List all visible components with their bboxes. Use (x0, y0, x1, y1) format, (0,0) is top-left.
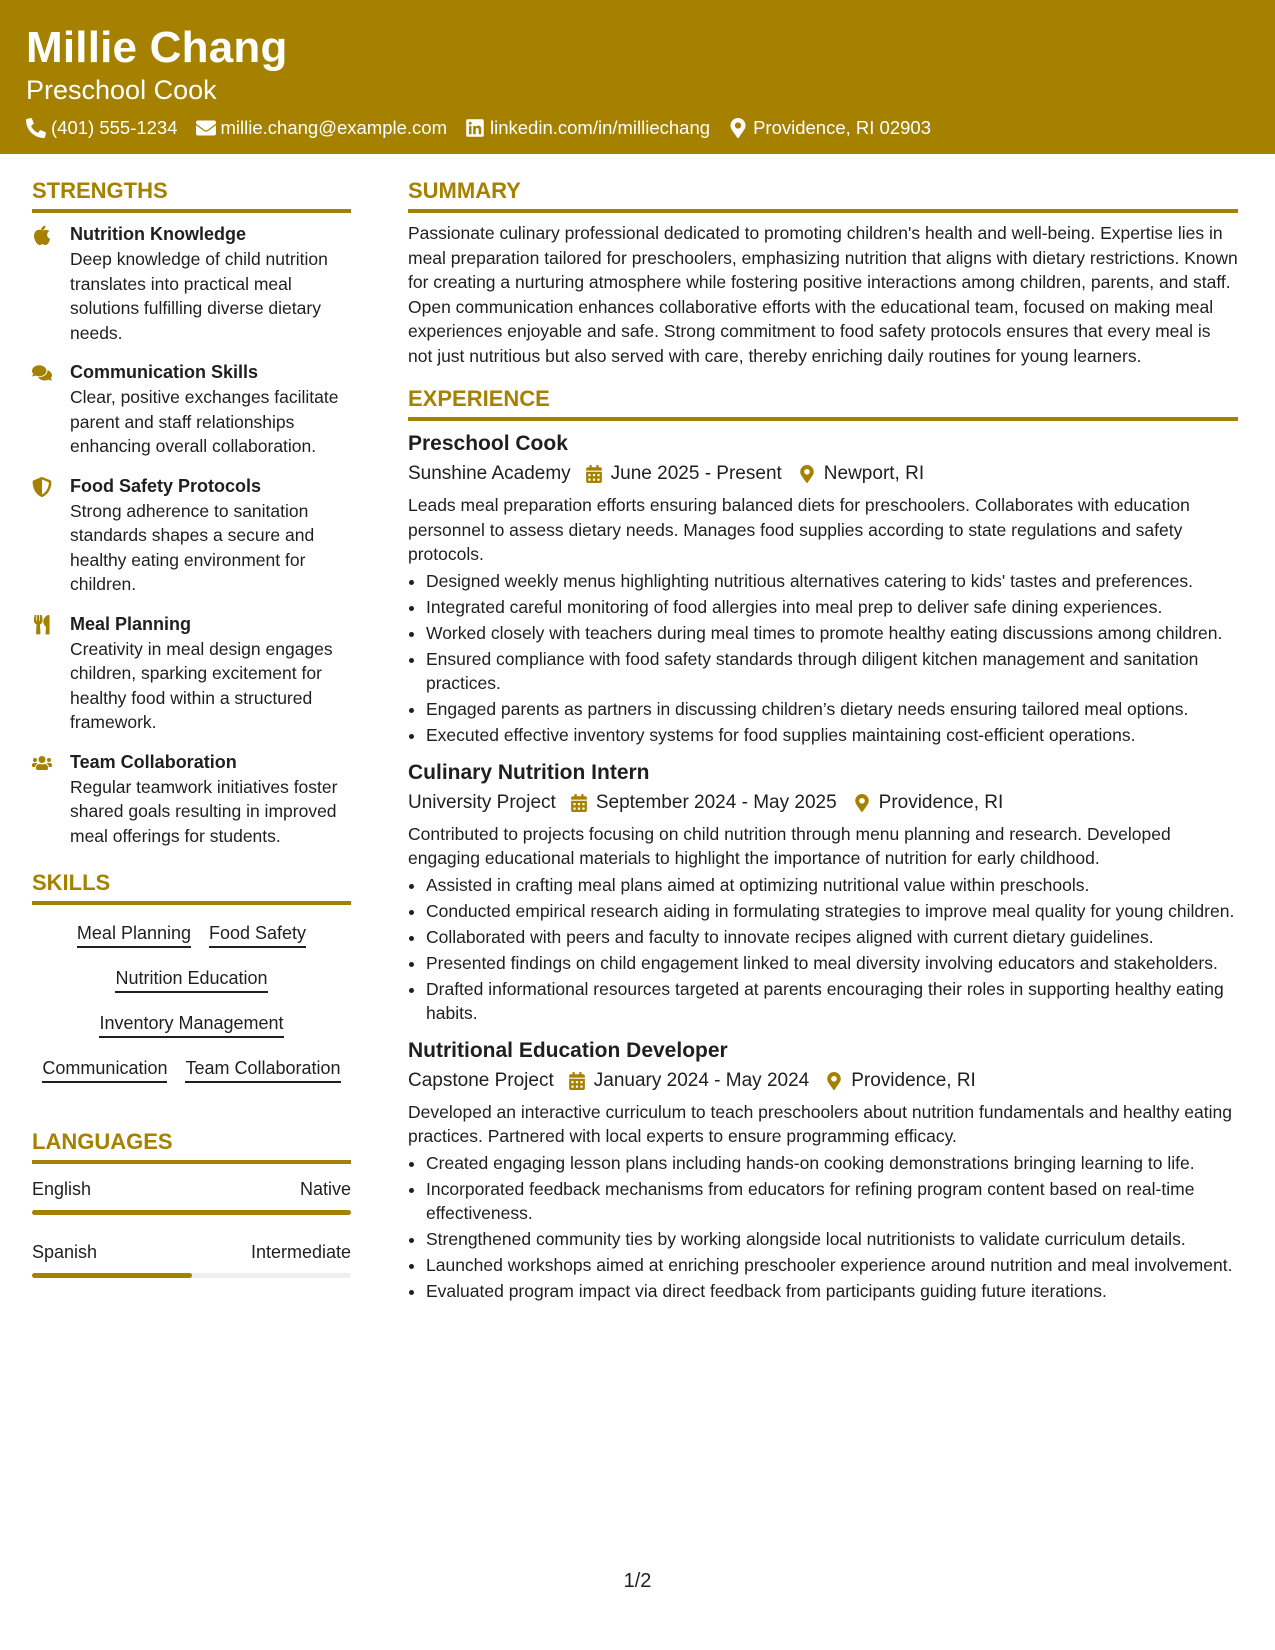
summary-text: Passionate culinary professional dedicated to promoting children's health and well-being. Expertise lies in meal preparation tailored for preschoolers, emphasizing nutrition that aligns with dietary restrictions. Known for creating a nurturing atmosphere while fostering positive interactions among children, parents, and staff. Open communication enhances collaborative efforts with the educational team, focused on making meal experiences enjoyable and safe. Strong commitment to food safety protocols ensures that every meal is not just nutritious but also served with care, thereby enriching daily routines for young learners. (408, 223, 1238, 366)
achievement-bullet: • Ensured compliance with food safety standards through diligent kitchen management and sanitation practices. (426, 647, 1238, 696)
linkedin-text: linkedin.com/in/milliechang (490, 117, 711, 138)
job-meta (408, 1066, 1238, 1096)
map-pin-icon (798, 465, 816, 483)
page-number: 1/2 (623, 1570, 652, 1592)
strength-desc: Clear, positive exchanges facilitate parent and staff relationships enhancing overall collaboration. (70, 387, 339, 456)
job-meta (408, 788, 1238, 818)
language-name: English (32, 1179, 92, 1199)
achievement-bullet: • Launched workshops aimed at enriching preschooler experience around nutrition and meal involvement. (426, 1253, 1238, 1278)
strength-item (32, 359, 351, 459)
achievement-bullet: • Integrated careful monitoring of food allergies into meal prep to deliver safe dining experiences. (426, 595, 1238, 620)
experience-entry (408, 429, 1238, 748)
job-description: Leads meal preparation efforts ensuring balanced diets for preschoolers. Collaborates with education personnel to assess dietary needs. Manages food supplies according to state regulations and safety protocols. (408, 495, 1190, 564)
job-dates: January 2024 - May 2024 (593, 1069, 810, 1091)
achievement-bullet: • Evaluated program impact via direct feedback from participants guiding future iterations. (426, 1279, 1238, 1304)
job-description: Developed an interactive curriculum to teach preschoolers about nutrition fundamentals and healthy eating practices. Partnered with local experts to ensure programming efficacy. (408, 1101, 1232, 1146)
job-location: Providence, RI (878, 791, 1004, 813)
strength-desc: Regular teamwork initiatives foster shared goals resulting in improved meal offerings for students. (70, 776, 338, 846)
strength-title: Food Safety Protocols (70, 475, 262, 496)
candidate-name: Millie Chang (26, 23, 288, 72)
strength-item (32, 473, 351, 597)
achievement-bullet: • Created engaging lesson plans including hands-on cooking demonstrations bringing learning to life. (426, 1151, 1238, 1176)
left-column (32, 176, 351, 1302)
job-description: Contributed to projects focusing on child nutrition through menu planning and research. Developed engaging educational materials to highlight the importance of nutrition for early childhood. (408, 823, 1171, 868)
strength-desc: Deep knowledge of child nutrition translates into practical meal solutions fulfilling diverse dietary needs. (70, 249, 328, 343)
achievement-bullet: • Assisted in crafting meal plans aimed at optimizing nutritional value within preschools. (426, 873, 1238, 898)
language-level: Native (299, 1179, 351, 1199)
achievement-list (408, 569, 1238, 748)
contact-email[interactable] (196, 115, 447, 141)
job-organization: University Project (408, 791, 556, 813)
contact-phone[interactable] (26, 115, 178, 141)
map-pin-icon (853, 794, 871, 812)
candidate-title: Preschool Cook (26, 75, 217, 105)
resume-header (0, 0, 1275, 154)
language-name: Spanish (32, 1242, 98, 1262)
language-level: Intermediate (250, 1242, 351, 1262)
language-item (32, 1239, 351, 1278)
envelope-icon (196, 118, 216, 138)
calendar-icon (568, 1072, 586, 1090)
phone-text: (401) 555-1234 (51, 117, 178, 138)
job-dates: September 2024 - May 2025 (595, 791, 837, 813)
language-proficiency-fill (32, 1273, 192, 1278)
achievement-list (408, 1151, 1238, 1304)
strength-title: Nutrition Knowledge (70, 224, 246, 244)
contact-location (728, 115, 931, 141)
experience-heading: EXPERIENCE (408, 384, 1238, 421)
achievement-bullet: • Incorporated feedback mechanisms from educators for refining program content based on real-time effectiveness. (426, 1177, 1238, 1226)
language-item (32, 1176, 351, 1215)
job-title: Preschool Cook (408, 432, 568, 455)
phone-icon (26, 118, 46, 138)
achievement-bullet: • Designed weekly menus highlighting nutritious alternatives catering to kids' tastes and preferences. (426, 569, 1238, 594)
job-title: Nutritional Education Developer (408, 1038, 728, 1062)
skills-heading: SKILLS (32, 868, 351, 905)
strength-item (32, 749, 351, 849)
achievement-bullet: • Collaborated with peers and faculty to innovate recipes aligned with current dietary guidelines. (426, 925, 1238, 950)
job-title: Culinary Nutrition Intern (408, 760, 650, 784)
language-proficiency-fill (32, 1210, 351, 1215)
experience-entry (408, 1036, 1238, 1304)
strength-title: Communication Skills (70, 362, 259, 382)
achievement-list (408, 873, 1238, 1026)
skill-chip: Communication (42, 1056, 167, 1083)
achievement-bullet: • Strengthened community ties by working alongside local nutritionists to validate curriculum details. (426, 1227, 1238, 1252)
skill-chip: Food Safety (209, 921, 306, 948)
right-column (408, 176, 1238, 1314)
contact-linkedin[interactable] (465, 115, 710, 141)
strength-item (32, 611, 351, 735)
achievement-bullet: • Executed effective inventory systems for food supplies maintaining cost-efficient operations. (426, 723, 1238, 748)
experience-list (408, 429, 1238, 1304)
shield-icon (32, 477, 52, 497)
experience-entry (408, 758, 1238, 1026)
language-proficiency-bar (32, 1210, 351, 1215)
job-dates: June 2025 - Present (610, 463, 782, 484)
users-icon (32, 753, 52, 773)
apple-icon (32, 225, 52, 245)
linkedin-icon (465, 118, 485, 138)
comments-icon (32, 363, 52, 383)
skill-chip: Team Collaboration (185, 1056, 340, 1083)
map-pin-icon (825, 1072, 843, 1090)
job-organization: Capstone Project (408, 1069, 554, 1091)
job-location: Newport, RI (823, 463, 925, 484)
achievement-bullet: • Engaged parents as partners in discussing children’s dietary needs ensuring tailored meal options. (426, 697, 1238, 722)
achievement-bullet: • Conducted empirical research aiding in formulating strategies to improve meal quality for young children. (426, 899, 1238, 924)
languages-heading: LANGUAGES (32, 1127, 351, 1164)
strength-title: Team Collaboration (70, 751, 237, 772)
strength-desc: Strong adherence to sanitation standards shapes a secure and healthy eating environment for children. (70, 500, 315, 594)
language-proficiency-bar (32, 1273, 351, 1278)
achievement-bullet: • Worked closely with teachers during meal times to promote healthy eating discussions among children. (426, 621, 1238, 646)
location-text: Providence, RI 02903 (753, 117, 931, 138)
strength-desc: Creativity in meal design engages children, sparking excitement for healthy food within a structured framework. (70, 638, 333, 732)
strengths-heading: STRENGTHS (32, 176, 351, 213)
email-text: millie.chang@example.com (220, 117, 447, 138)
strength-title: Meal Planning (70, 613, 192, 634)
achievement-bullet: • Drafted informational resources targeted at parents encouraging their roles in supporting healthy eating habits. (426, 977, 1238, 1026)
skill-chip: Nutrition Education (115, 966, 267, 993)
summary-heading: SUMMARY (408, 176, 1238, 213)
skills-list (32, 921, 351, 1083)
calendar-icon (585, 465, 603, 483)
job-meta (408, 459, 1238, 489)
skill-chip: Meal Planning (77, 921, 191, 948)
job-organization: Sunshine Academy (408, 463, 571, 484)
achievement-bullet: • Presented findings on child engagement linked to meal diversity involving educators and stakeholders. (426, 951, 1238, 976)
skill-chip: Inventory Management (99, 1011, 283, 1038)
calendar-icon (570, 794, 588, 812)
job-location: Providence, RI (851, 1069, 976, 1091)
map-pin-icon (728, 118, 748, 138)
contact-bar (26, 115, 1249, 141)
utensils-icon (32, 615, 52, 635)
strength-item (32, 221, 351, 345)
